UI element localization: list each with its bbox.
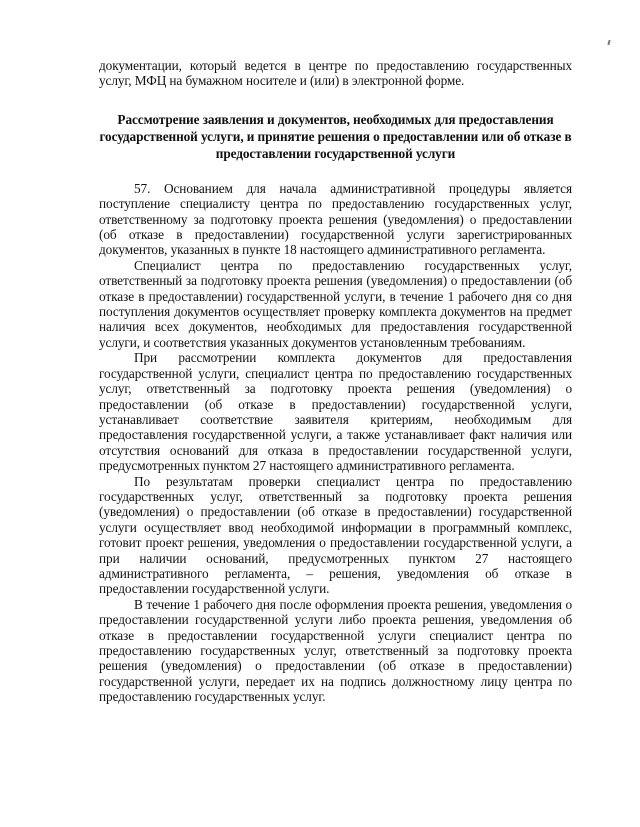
paragraph-results: По результатам проверки специалист центра по предоставлению государственных услуг, ответственный за подготовку проекта решения (уведомления) о предоставлении (об отказе в предоставлении) государственной услуги осуществляет ввод необходимой информации в программный комплекс, готовит проект решения, уведомления о предоставлении государственной услуги, а при наличии оснований, предусмотренных пунктом 27 настоящего административного регламента, – решения, уведомления об отказе в предоставлении государственной услуги. (99, 473, 572, 597)
scan-mark (607, 40, 610, 45)
paragraph-57: 57. Основанием для начала административной процедуры является поступление специалисту центра по предоставлению государственных услуг, ответственному за подготовку проекта решения (уведомления) о предоставлении (об отказе в предоставлении) государственной услуги зарегистрированных документов, указанных в пункте 18 настоящего административного регламента. (99, 180, 572, 258)
section-heading: Рассмотрение заявления и документов, необходимых для предоставления государственной услуги, и принятие решения о предоставлении или об отказе в предоставлении государственной услуги (99, 111, 572, 161)
paragraph-review: При рассмотрении комплекта документов для предоставления государственной услуги, специалист центра по предоставлению государственных услуг, ответственный за подготовку проекта решения (уведомления) о предоставлении (об отказе в предоставлении) государственной услуги, устанавливает соответствие заявителя критериям, необходимым для предоставления государственной услуги, а также устанавливает факт наличия или отсутствия оснований для отказа в предоставлении государственной услуги, предусмотренных пунктом 27 настоящего административного регламента. (99, 350, 572, 474)
paragraph-specialist-check: Специалист центра по предоставлению государственных услуг, ответственный за подготовку проекта решения (уведомления) о предоставлении (об отказе в предоставлении) государственной услуги, в течение 1 рабочего дня со дня поступления документов осуществляет проверку комплекта документов на предмет наличия всех документов, необходимых для предоставления государственной услуги, и соответствия указанных документов установленным требованиям. (99, 257, 572, 350)
paragraph-signature: В течение 1 рабочего дня после оформления проекта решения, уведомления о предоставлении государственной услуги либо проекта решения, уведомления об отказе в предоставлении государственной услуги специалист центра по предоставлению государственных услуг, ответственный за подготовку проекта решения (уведомления) о предоставлении (об отказе в предоставлении) государственной услуги, передает их на подпись должностному лицу центра по предоставлению государственных услуг. (99, 596, 572, 705)
intro-paragraph: документации, который ведется в центре по предоставлению государственных услуг, МФЦ на бумажном носителе и (или) в электронной форме. (99, 58, 572, 89)
